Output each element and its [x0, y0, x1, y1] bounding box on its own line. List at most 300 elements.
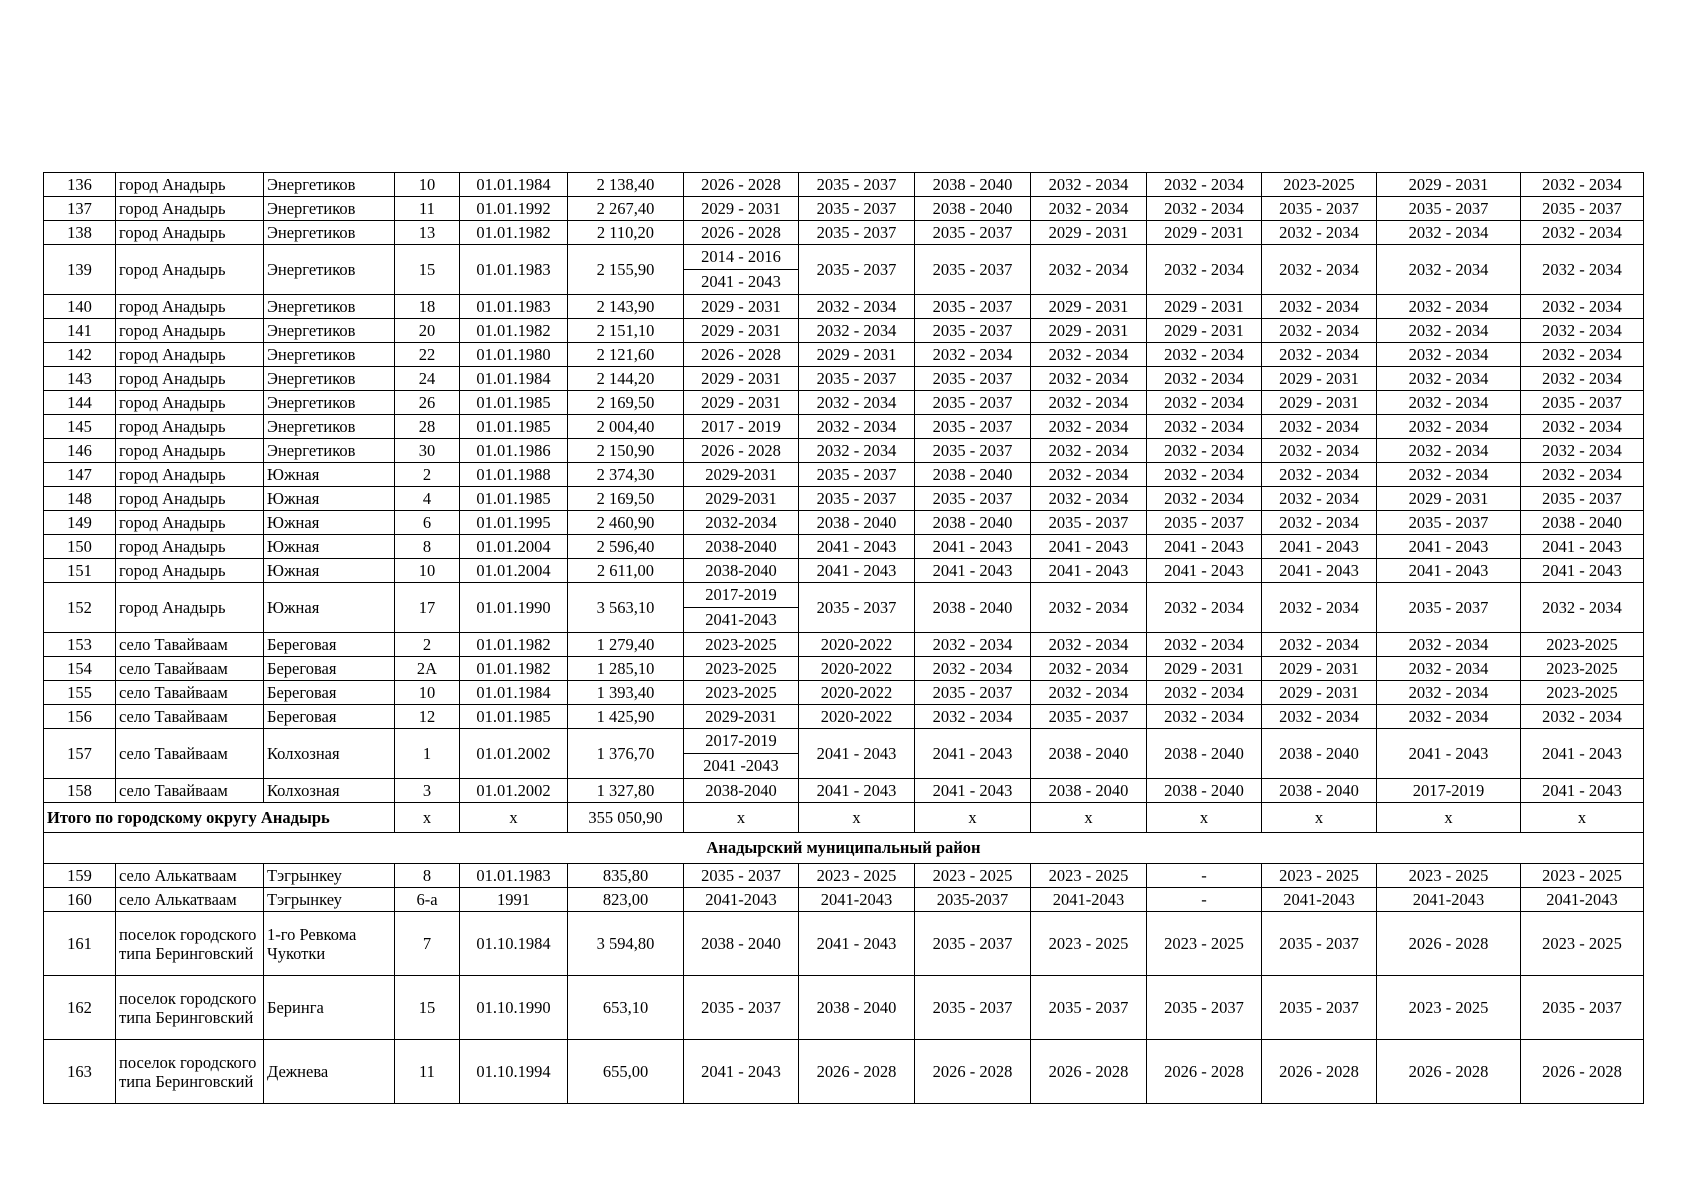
repair-period-cell: 2035 - 2037	[915, 245, 1031, 295]
row-number-cell: 156	[44, 705, 116, 729]
repair-period-cell: 2041 - 2043	[799, 779, 915, 803]
street-cell: Колхозная	[264, 729, 395, 779]
house-number-cell: 26	[395, 391, 460, 415]
settlement-cell: город Анадырь	[116, 559, 264, 583]
table-row	[44, 535, 1644, 559]
house-number-cell: 15	[395, 976, 460, 1040]
total-house: x	[395, 803, 460, 833]
repair-period-cell: 2020-2022	[799, 633, 915, 657]
repair-period-cell: 2032 - 2034	[1521, 415, 1644, 439]
repair-period-cell: 2032 - 2034	[1147, 197, 1262, 221]
repair-period-cell: 2032 - 2034	[1377, 319, 1521, 343]
table-row	[44, 729, 1644, 779]
repair-period-cell: 2023-2025	[684, 681, 799, 705]
repair-period-cell: 2041 - 2043	[1147, 535, 1262, 559]
street-cell: Дежнева	[264, 1040, 395, 1104]
settlement-cell: село Тавайваам	[116, 633, 264, 657]
repair-period-cell: 2032 - 2034	[1262, 245, 1377, 295]
repair-period-cell: 2029 - 2031	[684, 391, 799, 415]
street-cell: Энергетиков	[264, 245, 395, 295]
table-row	[44, 976, 1644, 1040]
repair-period-cell: 2038-2040	[684, 559, 799, 583]
repair-period-cell: 2032 - 2034	[1031, 439, 1147, 463]
repair-period-cell: 2029 - 2031	[1147, 221, 1262, 245]
repair-period-cell: 2029 - 2031	[799, 343, 915, 367]
repair-period-cell: 2041-2043	[1031, 888, 1147, 912]
repair-period-cell: 2032 - 2034	[1147, 583, 1262, 633]
settlement-cell: село Тавайваам	[116, 657, 264, 681]
street-cell: Энергетиков	[264, 391, 395, 415]
repair-period-cell: 2041 - 2043	[1521, 535, 1644, 559]
repair-period-cell: 2023 - 2025	[1521, 912, 1644, 976]
repair-period-cell: 2032 - 2034	[1147, 367, 1262, 391]
table-row	[44, 888, 1644, 912]
settlement-cell: город Анадырь	[116, 343, 264, 367]
table-row	[44, 681, 1644, 705]
repair-period-cell: 2032 - 2034	[1521, 463, 1644, 487]
repair-period-cell: 2029 - 2031	[1147, 657, 1262, 681]
settlement-cell: село Тавайваам	[116, 705, 264, 729]
table-row	[44, 343, 1644, 367]
repair-period-cell: 2032 - 2034	[1031, 415, 1147, 439]
repair-period-cell: 2026 - 2028	[684, 343, 799, 367]
repair-period-cell: 2041 - 2043	[799, 912, 915, 976]
total-c1: x	[684, 803, 799, 833]
table-row	[44, 245, 1644, 295]
total-area: 355 050,90	[568, 803, 684, 833]
settlement-cell: город Анадырь	[116, 511, 264, 535]
house-number-cell: 28	[395, 415, 460, 439]
street-cell: Колхозная	[264, 779, 395, 803]
repair-period-cell: 2029 - 2031	[1262, 681, 1377, 705]
repair-period-cell: 2032 - 2034	[1262, 633, 1377, 657]
repair-period-cell: 2035 - 2037	[915, 319, 1031, 343]
repair-period-subvalue: 2041-2043	[684, 607, 798, 632]
repair-period-cell: 2032 - 2034	[1377, 245, 1521, 295]
area-cell: 2 155,90	[568, 245, 684, 295]
repair-period-cell: 2020-2022	[799, 657, 915, 681]
repair-period-cell: 2032 - 2034	[1147, 463, 1262, 487]
repair-period-cell: 2038 - 2040	[1521, 511, 1644, 535]
repair-period-cell: 2041 - 2043	[915, 779, 1031, 803]
repair-period-cell: 2041 - 2043	[1262, 535, 1377, 559]
section-title: Анадырский муниципальный район	[44, 833, 1644, 864]
repair-period-cell: 2038 - 2040	[915, 583, 1031, 633]
repair-period-cell: 2032 - 2034	[1031, 583, 1147, 633]
area-cell: 2 374,30	[568, 463, 684, 487]
repair-period-cell: 2032 - 2034	[1521, 221, 1644, 245]
repair-period-cell: 2023 - 2025	[1377, 864, 1521, 888]
table-row	[44, 779, 1644, 803]
repair-period-cell: 2035 - 2037	[1262, 197, 1377, 221]
row-number-cell: 146	[44, 439, 116, 463]
repair-period-cell: 2041-2043	[1262, 888, 1377, 912]
row-number-cell: 141	[44, 319, 116, 343]
repair-period-cell: 2032 - 2034	[915, 633, 1031, 657]
repair-period-cell: 2032 - 2034	[1377, 657, 1521, 681]
repair-period-cell: 2032 - 2034	[1521, 343, 1644, 367]
row-number-cell: 152	[44, 583, 116, 633]
commission-date-cell: 01.01.1982	[460, 657, 568, 681]
repair-period-cell: 2026 - 2028	[1377, 912, 1521, 976]
house-number-cell: 6-а	[395, 888, 460, 912]
repair-period-cell: 2032 - 2034	[1262, 439, 1377, 463]
commission-date-cell: 01.01.1984	[460, 367, 568, 391]
total-c7: x	[1377, 803, 1521, 833]
area-cell: 1 425,90	[568, 705, 684, 729]
repair-period-cell: 2035 - 2037	[1521, 391, 1644, 415]
repair-period-cell: 2038 - 2040	[915, 197, 1031, 221]
street-cell: Южная	[264, 511, 395, 535]
repair-period-cell: 2038 - 2040	[1147, 779, 1262, 803]
area-cell: 1 327,80	[568, 779, 684, 803]
row-number-cell: 150	[44, 535, 116, 559]
repair-period-cell: 2038 - 2040	[1262, 729, 1377, 779]
street-cell: 1-го Ревкома Чукотки	[264, 912, 395, 976]
repair-period-cell: 2038 - 2040	[915, 463, 1031, 487]
table-row	[44, 197, 1644, 221]
settlement-cell: город Анадырь	[116, 463, 264, 487]
commission-date-cell: 01.01.1986	[460, 439, 568, 463]
street-cell: Южная	[264, 559, 395, 583]
repair-period-cell: 2041 - 2043	[684, 1040, 799, 1104]
row-number-cell: 155	[44, 681, 116, 705]
repair-period-cell: 2026 - 2028	[684, 439, 799, 463]
row-number-cell: 145	[44, 415, 116, 439]
table-row	[44, 391, 1644, 415]
row-number-cell: 143	[44, 367, 116, 391]
repair-period-cell: 2041 - 2043	[1031, 559, 1147, 583]
area-cell: 2 460,90	[568, 511, 684, 535]
repair-period-cell: 2032 - 2034	[1262, 221, 1377, 245]
repair-period-cell: -	[1147, 864, 1262, 888]
repair-period-cell: 2032 - 2034	[1262, 487, 1377, 511]
repair-period-cell: 2026 - 2028	[1031, 1040, 1147, 1104]
area-cell: 3 594,80	[568, 912, 684, 976]
settlement-cell: село Тавайваам	[116, 779, 264, 803]
repair-period-cell: 2035 - 2037	[799, 245, 915, 295]
repair-period-cell: 2032 - 2034	[1262, 511, 1377, 535]
street-cell: Беринга	[264, 976, 395, 1040]
repair-period-cell: 2035 - 2037	[1377, 197, 1521, 221]
area-cell: 2 151,10	[568, 319, 684, 343]
repair-period-cell: 2035 - 2037	[915, 391, 1031, 415]
repair-period-cell: 2035 - 2037	[799, 367, 915, 391]
street-cell: Южная	[264, 487, 395, 511]
commission-date-cell: 01.01.2002	[460, 729, 568, 779]
street-cell: Тэгрынкеу	[264, 888, 395, 912]
street-cell: Береговая	[264, 681, 395, 705]
repair-period-cell: 2026 - 2028	[915, 1040, 1031, 1104]
row-number-cell: 163	[44, 1040, 116, 1104]
row-number-cell: 149	[44, 511, 116, 535]
repair-period-cell: 2029-2031	[684, 705, 799, 729]
repair-period-cell: 2038 - 2040	[1147, 729, 1262, 779]
repair-period-cell: 2038-2040	[684, 535, 799, 559]
repair-period-cell: 2041 - 2043	[1377, 559, 1521, 583]
repair-period-cell: 2032 - 2034	[1031, 681, 1147, 705]
commission-date-cell: 01.01.1983	[460, 245, 568, 295]
repair-period-cell: 2026 - 2028	[684, 173, 799, 197]
settlement-cell: город Анадырь	[116, 487, 264, 511]
area-cell: 2 143,90	[568, 295, 684, 319]
repair-period-cell: 2032 - 2034	[1377, 343, 1521, 367]
repair-period-cell: 2032 - 2034	[1521, 583, 1644, 633]
repair-period-cell: 2035 - 2037	[1377, 511, 1521, 535]
repair-period-cell: 2041 - 2043	[799, 535, 915, 559]
commission-date-cell: 01.01.1984	[460, 173, 568, 197]
commission-date-cell: 01.01.1985	[460, 391, 568, 415]
repair-period-cell: 2032 - 2034	[1147, 633, 1262, 657]
repair-period-cell: 2023 - 2025	[799, 864, 915, 888]
repair-period-cell: 2023-2025	[1521, 681, 1644, 705]
repair-period-cell: 2041 - 2043	[1377, 729, 1521, 779]
repair-period-cell: 2035 - 2037	[915, 976, 1031, 1040]
repair-period-cell: 2029 - 2031	[1262, 391, 1377, 415]
row-number-cell: 161	[44, 912, 116, 976]
repair-period-cell: 2029 - 2031	[1031, 221, 1147, 245]
house-number-cell: 22	[395, 343, 460, 367]
table-row	[44, 864, 1644, 888]
settlement-cell: город Анадырь	[116, 367, 264, 391]
repair-period-cell: 2032 - 2034	[1521, 245, 1644, 295]
repair-period-cell: 2032 - 2034	[1262, 343, 1377, 367]
repair-period-subvalue: 2017-2019	[705, 585, 777, 604]
table-body-total	[44, 803, 1644, 864]
total-row	[44, 803, 1644, 833]
area-cell: 2 267,40	[568, 197, 684, 221]
repair-period-cell: 2032 - 2034	[1377, 681, 1521, 705]
repair-period-cell: 2023-2025	[1521, 633, 1644, 657]
house-number-cell: 10	[395, 559, 460, 583]
repair-period-cell: 2032 - 2034	[1147, 439, 1262, 463]
repair-period-cell: 2035 - 2037	[915, 415, 1031, 439]
street-cell: Энергетиков	[264, 197, 395, 221]
repair-period-cell: 2026 - 2028	[684, 221, 799, 245]
repair-period-cell: 2023 - 2025	[915, 864, 1031, 888]
area-cell: 2 138,40	[568, 173, 684, 197]
repair-period-cell: 2032 - 2034	[1031, 657, 1147, 681]
repair-period-subvalue: 2014 - 2016	[701, 247, 781, 266]
repair-period-cell: 2032 - 2034	[1147, 391, 1262, 415]
repair-period-cell: 2032 - 2034	[1377, 633, 1521, 657]
repair-period-cell: 2032 - 2034	[915, 343, 1031, 367]
row-number-cell: 153	[44, 633, 116, 657]
repair-period-cell: 2032 - 2034	[1031, 391, 1147, 415]
house-number-cell: 17	[395, 583, 460, 633]
repair-period-cell: 2032 - 2034	[1377, 705, 1521, 729]
repair-period-cell: 2038 - 2040	[1031, 729, 1147, 779]
repair-period-cell: 2035 - 2037	[915, 912, 1031, 976]
repair-period-cell: 2041 - 2043	[1521, 559, 1644, 583]
street-cell: Энергетиков	[264, 415, 395, 439]
house-number-cell: 3	[395, 779, 460, 803]
repair-period-cell: 2032 - 2034	[1147, 173, 1262, 197]
repair-period-cell: 2041 - 2043	[915, 559, 1031, 583]
table-row	[44, 657, 1644, 681]
repair-period-cell: 2041 - 2043	[915, 729, 1031, 779]
repair-period-cell	[684, 583, 799, 633]
house-number-cell: 15	[395, 245, 460, 295]
settlement-cell: город Анадырь	[116, 173, 264, 197]
repair-period-cell: 2032 - 2034	[1262, 583, 1377, 633]
repair-period-cell: 2029-2031	[684, 487, 799, 511]
house-number-cell: 2	[395, 633, 460, 657]
repair-period-cell: 2041-2043	[1521, 888, 1644, 912]
table-row	[44, 559, 1644, 583]
repair-period-cell: 2032 - 2034	[1262, 705, 1377, 729]
house-number-cell: 6	[395, 511, 460, 535]
house-number-cell: 2	[395, 463, 460, 487]
repair-period-cell: 2035 - 2037	[684, 976, 799, 1040]
house-number-cell: 13	[395, 221, 460, 245]
area-cell: 655,00	[568, 1040, 684, 1104]
area-cell: 1 279,40	[568, 633, 684, 657]
repair-period-cell: 2017-2019	[1377, 779, 1521, 803]
repair-period-cell: 2032-2034	[684, 511, 799, 535]
repair-period-cell: 2023-2025	[684, 633, 799, 657]
house-number-cell: 2А	[395, 657, 460, 681]
capital-repair-schedule-table	[43, 172, 1644, 1104]
commission-date-cell: 01.01.1982	[460, 633, 568, 657]
repair-period-cell: 2035 - 2037	[915, 681, 1031, 705]
repair-period-cell: 2029 - 2031	[684, 319, 799, 343]
repair-period-cell: -	[1147, 888, 1262, 912]
repair-period-cell: 2035 - 2037	[799, 583, 915, 633]
repair-period-cell: 2023 - 2025	[1031, 864, 1147, 888]
commission-date-cell: 01.01.1983	[460, 295, 568, 319]
total-c3: x	[915, 803, 1031, 833]
repair-period-cell: 2023-2025	[1262, 173, 1377, 197]
repair-period-cell: 2041-2043	[684, 888, 799, 912]
repair-period-cell: 2032 - 2034	[1031, 197, 1147, 221]
repair-period-cell: 2032 - 2034	[1031, 367, 1147, 391]
repair-period-cell: 2026 - 2028	[1147, 1040, 1262, 1104]
repair-period-cell: 2032 - 2034	[799, 295, 915, 319]
repair-period-cell: 2032 - 2034	[799, 439, 915, 463]
total-c8: x	[1521, 803, 1644, 833]
repair-period-cell: 2035-2037	[915, 888, 1031, 912]
commission-date-cell: 01.01.1985	[460, 415, 568, 439]
repair-period-cell: 2029 - 2031	[1031, 295, 1147, 319]
repair-period-cell: 2032 - 2034	[1031, 487, 1147, 511]
repair-period-cell: 2026 - 2028	[1377, 1040, 1521, 1104]
repair-period-cell: 2026 - 2028	[799, 1040, 915, 1104]
total-c2: x	[799, 803, 915, 833]
row-number-cell: 158	[44, 779, 116, 803]
repair-period-cell: 2041-2043	[1377, 888, 1521, 912]
repair-period-cell: 2032 - 2034	[1521, 295, 1644, 319]
table-row	[44, 463, 1644, 487]
repair-period-cell: 2041 - 2043	[1262, 559, 1377, 583]
repair-period-cell: 2032 - 2034	[1262, 463, 1377, 487]
table-row	[44, 912, 1644, 976]
repair-period-cell: 2038 - 2040	[1031, 779, 1147, 803]
repair-period-cell: 2026 - 2028	[1262, 1040, 1377, 1104]
repair-period-cell: 2032 - 2034	[1377, 295, 1521, 319]
repair-period-cell: 2020-2022	[799, 705, 915, 729]
repair-period-cell: 2038 - 2040	[915, 173, 1031, 197]
repair-period-subvalue: 2017-2019	[705, 731, 777, 750]
repair-period-cell: 2032 - 2034	[1377, 367, 1521, 391]
street-cell: Энергетиков	[264, 439, 395, 463]
row-number-cell: 138	[44, 221, 116, 245]
commission-date-cell: 01.01.1985	[460, 487, 568, 511]
commission-date-cell: 01.10.1994	[460, 1040, 568, 1104]
repair-period-cell: 2032 - 2034	[1031, 633, 1147, 657]
commission-date-cell: 01.01.1984	[460, 681, 568, 705]
house-number-cell: 24	[395, 367, 460, 391]
total-c6: x	[1262, 803, 1377, 833]
commission-date-cell: 01.01.1983	[460, 864, 568, 888]
repair-period-cell: 2029 - 2031	[1147, 319, 1262, 343]
commission-date-cell: 01.10.1990	[460, 976, 568, 1040]
street-cell: Южная	[264, 535, 395, 559]
repair-period-cell: 2035 - 2037	[1262, 912, 1377, 976]
repair-period-cell: 2041 - 2043	[1147, 559, 1262, 583]
repair-period-subvalue: 2041 - 2043	[684, 269, 798, 294]
settlement-cell: город Анадырь	[116, 295, 264, 319]
area-cell: 2 611,00	[568, 559, 684, 583]
area-cell: 2 596,40	[568, 535, 684, 559]
repair-period-cell	[684, 245, 799, 295]
repair-period-cell: 2032 - 2034	[1377, 391, 1521, 415]
commission-date-cell: 01.01.2004	[460, 559, 568, 583]
street-cell: Береговая	[264, 657, 395, 681]
repair-period-cell: 2035 - 2037	[684, 864, 799, 888]
settlement-cell: город Анадырь	[116, 221, 264, 245]
repair-period-cell: 2032 - 2034	[1377, 221, 1521, 245]
row-number-cell: 148	[44, 487, 116, 511]
repair-period-cell: 2038 - 2040	[684, 912, 799, 976]
area-cell: 2 004,40	[568, 415, 684, 439]
repair-period-cell: 2029 - 2031	[1262, 367, 1377, 391]
repair-period-cell: 2041 - 2043	[799, 729, 915, 779]
repair-period-cell: 2035 - 2037	[1031, 976, 1147, 1040]
commission-date-cell: 01.01.1990	[460, 583, 568, 633]
area-cell: 1 376,70	[568, 729, 684, 779]
repair-period-cell	[684, 729, 799, 779]
table-row	[44, 633, 1644, 657]
repair-period-cell: 2023-2025	[1521, 657, 1644, 681]
area-cell: 2 150,90	[568, 439, 684, 463]
repair-period-cell: 2041 - 2043	[1521, 729, 1644, 779]
area-cell: 653,10	[568, 976, 684, 1040]
repair-period-subvalue: 2041 -2043	[684, 753, 798, 778]
table-row	[44, 319, 1644, 343]
repair-period-cell: 2029 - 2031	[1377, 487, 1521, 511]
settlement-cell: город Анадырь	[116, 391, 264, 415]
table-row	[44, 583, 1644, 633]
repair-period-cell: 2032 - 2034	[915, 705, 1031, 729]
repair-period-cell: 2032 - 2034	[1031, 463, 1147, 487]
row-number-cell: 140	[44, 295, 116, 319]
settlement-cell: поселок городского типа Беринговский	[116, 1040, 264, 1104]
repair-period-cell: 2032 - 2034	[1521, 367, 1644, 391]
street-cell: Энергетиков	[264, 173, 395, 197]
repair-period-cell: 2032 - 2034	[1147, 343, 1262, 367]
table-row	[44, 1040, 1644, 1104]
repair-period-cell: 2029-2031	[684, 463, 799, 487]
commission-date-cell: 01.01.1992	[460, 197, 568, 221]
row-number-cell: 157	[44, 729, 116, 779]
area-cell: 2 110,20	[568, 221, 684, 245]
table-row	[44, 295, 1644, 319]
repair-period-cell: 2032 - 2034	[1147, 487, 1262, 511]
repair-period-cell: 2035 - 2037	[1377, 583, 1521, 633]
street-cell: Энергетиков	[264, 319, 395, 343]
commission-date-cell: 1991	[460, 888, 568, 912]
